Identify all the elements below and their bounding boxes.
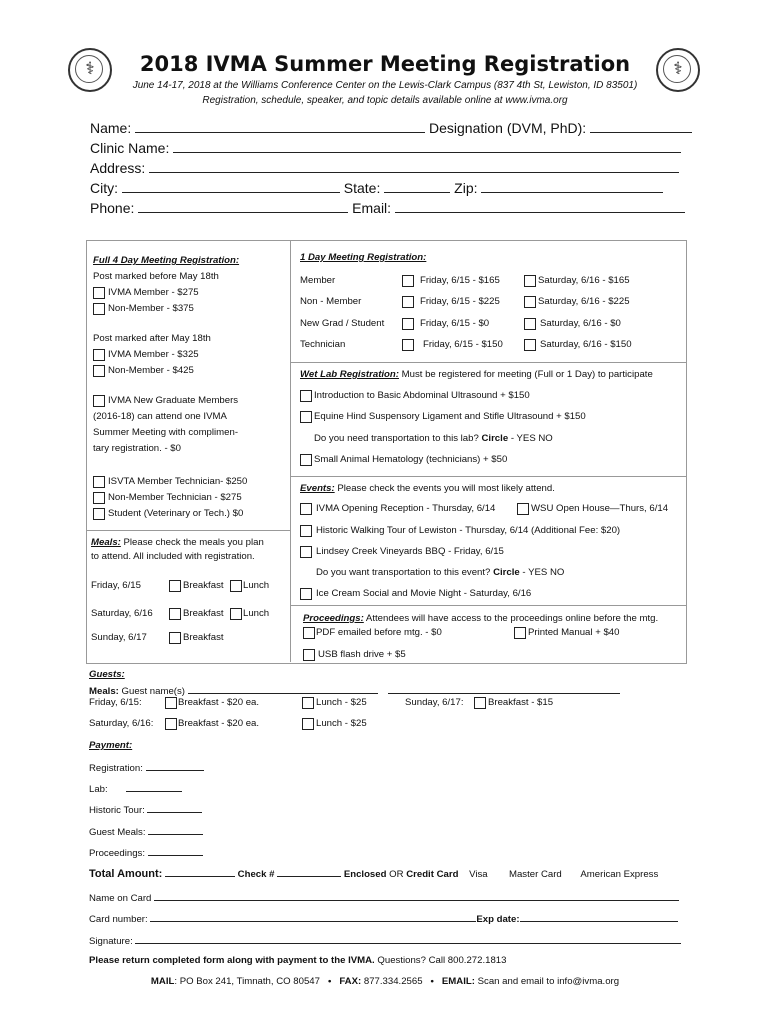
postmark-before-label: Post marked before May 18th [93, 271, 219, 282]
proceedings-heading: Proceedings: Attendees will have access to the proceedings online before the mtg. [303, 613, 659, 624]
bbq-label: Lindsey Creek Vineyards BBQ - Friday, 6/15 [316, 546, 504, 557]
ivma-seal-left-icon: ⚕ [68, 48, 112, 92]
email-field[interactable] [395, 200, 685, 213]
registration-amount-line: Registration: [89, 761, 204, 774]
guest-sat-breakfast-checkbox[interactable] [165, 718, 177, 730]
member-325-checkbox[interactable] [93, 349, 105, 361]
signature-line: Signature: [89, 934, 681, 947]
fri-breakfast-checkbox[interactable] [169, 580, 181, 592]
proceedings-amount-field[interactable] [148, 846, 203, 856]
city-field[interactable] [122, 180, 340, 193]
member-275-checkbox[interactable] [93, 287, 105, 299]
guest-sat-breakfast-label: Breakfast - $20 ea. [178, 718, 260, 729]
guest-saturday-label: Saturday, 6/16: [89, 718, 154, 729]
guest-sat-lunch-checkbox[interactable] [302, 718, 314, 730]
address-line [90, 160, 679, 176]
name-line [90, 120, 692, 136]
opening-reception-label: IVMA Opening Reception - Thursday, 6/14 [316, 503, 496, 514]
nonmember-375-checkbox[interactable] [93, 303, 105, 315]
sat-breakfast-label: Breakfast [183, 608, 224, 619]
phone-label: Phone: [90, 200, 135, 216]
fri-150-checkbox[interactable] [402, 339, 414, 351]
name-label: Name: [90, 120, 132, 136]
name-field[interactable] [135, 120, 425, 133]
zip-field[interactable] [481, 180, 663, 193]
new-grad-label-1: IVMA New Graduate Members [108, 395, 239, 406]
sat-0-label: Saturday, 6/16 - $0 [540, 318, 621, 329]
lab-transport-question: Do you need transportation to this lab? Circle - YES NO [314, 433, 553, 444]
one-day-newgrad-label: New Grad / Student [300, 318, 385, 329]
equine-ultrasound-checkbox[interactable] [300, 411, 312, 423]
fri-0-label: Friday, 6/15 - $0 [420, 318, 490, 329]
ivma-seal-right-icon: ⚕ [656, 48, 700, 92]
fri-225-checkbox[interactable] [402, 296, 414, 308]
designation-label: Designation (DVM, PhD): [429, 120, 587, 136]
sat-breakfast-checkbox[interactable] [169, 608, 181, 620]
printed-manual-label: Printed Manual + $40 [528, 627, 620, 638]
address-label: Address: [90, 160, 146, 176]
tour-amount-field[interactable] [147, 803, 202, 813]
isvta-label: ISVTA Member Technician- $250 [108, 476, 248, 487]
wetlab-divider [290, 362, 686, 363]
meals-divider [86, 530, 291, 531]
clinic-line [90, 140, 681, 156]
card-number-field[interactable] [150, 912, 476, 922]
ice-cream-label: Ice Cream Social and Movie Night - Saturday, 6/16 [316, 588, 532, 599]
new-grad-label-3: Summer Meeting with complimen- [93, 427, 239, 438]
fri-0-checkbox[interactable] [402, 318, 414, 330]
nonmember-tech-checkbox[interactable] [93, 492, 105, 504]
sat-165-checkbox[interactable] [524, 275, 536, 287]
meals-desc-1: Meals: Please check the meals you plan [91, 537, 264, 548]
nonmember-425-label: Non-Member - $425 [108, 365, 194, 376]
sun-breakfast-label: Breakfast [183, 632, 224, 643]
city-line [90, 180, 663, 196]
new-grad-checkbox[interactable] [93, 395, 105, 407]
hematology-label: Small Animal Hematology (technicians) + $50 [314, 454, 508, 465]
sat-lunch-checkbox[interactable] [230, 608, 242, 620]
page-title: 2018 IVMA Summer Meeting Registration [139, 52, 631, 76]
proceedings-divider [290, 605, 686, 606]
guest-meals-line: Meals: Guest name(s) [89, 684, 620, 697]
member-275-label: IVMA Member - $275 [108, 287, 199, 298]
state-field[interactable] [384, 180, 450, 193]
events-divider [290, 476, 686, 477]
wsu-open-house-checkbox[interactable] [517, 503, 529, 515]
guest-sun-breakfast-checkbox[interactable] [474, 697, 486, 709]
meals-friday-label: Friday, 6/15 [91, 580, 141, 591]
new-grad-label-4: tary registration. - $0 [93, 443, 181, 454]
fri-lunch-label: Lunch [243, 580, 270, 591]
fri-225-label: Friday, 6/15 - $225 [420, 296, 500, 307]
bbq-checkbox[interactable] [300, 546, 312, 558]
registration-amount-field[interactable] [146, 761, 204, 771]
fri-lunch-checkbox[interactable] [230, 580, 242, 592]
full-registration-heading: Full 4 Day Meeting Registration: [93, 255, 240, 266]
new-grad-label-2: (2016-18) can attend one IVMA [93, 411, 227, 422]
guest-fri-lunch-checkbox[interactable] [302, 697, 314, 709]
guest-sat-lunch-label: Lunch - $25 [316, 718, 367, 729]
guest-fri-breakfast-label: Breakfast - $20 ea. [178, 697, 260, 708]
return-instructions: Please return completed form along with payment to the IVMA. Questions? Call 800.272.1813 [89, 955, 507, 966]
proceedings-amount-line: Proceedings: [89, 846, 203, 859]
fri-150-label: Friday, 6/15 - $150 [423, 339, 503, 350]
pdf-checkbox[interactable] [303, 627, 315, 639]
event-details: June 14-17, 2018 at the Williams Conference Center on the Lewis-Clark Campus (837 4th St, Lewiston, ID 83501) [132, 80, 638, 91]
clinic-label: Clinic Name: [90, 140, 170, 156]
fri-165-label: Friday, 6/15 - $165 [420, 275, 500, 286]
walking-tour-label: Historic Walking Tour of Lewiston - Thursday, 6/14 (Additional Fee: $20) [316, 525, 621, 536]
member-325-label: IVMA Member - $325 [108, 349, 199, 360]
address-field[interactable] [149, 160, 679, 173]
sat-225-checkbox[interactable] [524, 296, 536, 308]
card-number-line: Card number: Exp date: [89, 912, 678, 925]
isvta-checkbox[interactable] [93, 476, 105, 488]
meals-sunday-label: Sunday, 6/17 [91, 632, 147, 643]
one-day-nonmember-label: Non - Member [300, 296, 362, 307]
name-on-card-line: Name on Card [89, 891, 679, 904]
guest-friday-label: Friday, 6/15: [89, 697, 142, 708]
guest-name-field-1[interactable] [188, 684, 378, 694]
lab-amount-field[interactable] [126, 782, 182, 792]
guest-sunday-label: Sunday, 6/17: [405, 697, 464, 708]
printed-manual-checkbox[interactable] [514, 627, 526, 639]
guests-heading: Guests: [89, 669, 125, 680]
designation-field[interactable] [590, 120, 692, 133]
sun-breakfast-checkbox[interactable] [169, 632, 181, 644]
clinic-field[interactable] [173, 140, 681, 153]
ice-cream-checkbox[interactable] [300, 588, 312, 600]
state-label: State: [343, 180, 381, 196]
exp-date-field[interactable] [520, 912, 678, 922]
one-day-technician-label: Technician [300, 339, 346, 350]
abdominal-ultrasound-label: Introduction to Basic Abdominal Ultrasound + $150 [314, 390, 530, 401]
lab-amount-line: Lab: [89, 782, 182, 795]
student-label: Student (Veterinary or Tech.) $0 [108, 508, 244, 519]
sat-150-label: Saturday, 6/16 - $150 [540, 339, 632, 350]
guest-meals-amount-line: Guest Meals: [89, 825, 203, 838]
wsu-open-house-label: WSU Open House—Thurs, 6/14 [531, 503, 669, 514]
guest-meals-amount-field[interactable] [148, 825, 203, 835]
registration-note: Registration, schedule, speaker, and topic details available online at www.ivma.org [202, 95, 568, 106]
phone-field[interactable] [138, 200, 348, 213]
contact-footer: MAIL: PO Box 241, Timnath, CO 80547 • FAX: 877.334.2565 • EMAIL: Scan and email to info@ivma.org [150, 976, 620, 987]
fri-165-checkbox[interactable] [402, 275, 414, 287]
sat-225-label: Saturday, 6/16 - $225 [538, 296, 630, 307]
nonmember-375-label: Non-Member - $375 [108, 303, 194, 314]
guest-sun-breakfast-label: Breakfast - $15 [488, 697, 554, 708]
guest-name-field-2[interactable] [388, 684, 620, 694]
email-label: Email: [352, 200, 392, 216]
tour-amount-line: Historic Tour: [89, 803, 202, 816]
one-day-heading: 1 Day Meeting Registration: [300, 252, 427, 263]
signature-field[interactable] [135, 934, 681, 944]
sat-165-label: Saturday, 6/16 - $165 [538, 275, 630, 286]
phone-line [90, 200, 685, 216]
hematology-checkbox[interactable] [300, 454, 312, 466]
events-heading: Events: Please check the events you will most likely attend. [300, 483, 555, 494]
sat-150-checkbox[interactable] [524, 339, 536, 351]
guest-fri-breakfast-checkbox[interactable] [165, 697, 177, 709]
total-line: Total Amount: Check # Enclosed OR Credit Card Visa Master Card American Express [89, 868, 659, 880]
usb-checkbox[interactable] [303, 649, 315, 661]
postmark-after-label: Post marked after May 18th [93, 333, 211, 344]
check-number-field[interactable] [277, 867, 341, 877]
zip-label: Zip: [454, 180, 478, 196]
walking-tour-checkbox[interactable] [300, 525, 312, 537]
one-day-member-label: Member [300, 275, 336, 286]
total-amount-field[interactable] [165, 867, 235, 877]
sat-0-checkbox[interactable] [524, 318, 536, 330]
student-checkbox[interactable] [93, 508, 105, 520]
sat-lunch-label: Lunch [243, 608, 270, 619]
meals-desc-2: to attend. All included with registration. [91, 551, 255, 562]
city-label: City: [90, 180, 118, 196]
nonmember-425-checkbox[interactable] [93, 365, 105, 377]
opening-reception-checkbox[interactable] [300, 503, 312, 515]
column-divider [290, 240, 291, 662]
event-transport-question: Do you want transportation to this event? Circle - YES NO [316, 567, 565, 578]
name-on-card-field[interactable] [154, 891, 679, 901]
wetlab-heading: Wet Lab Registration: Must be registered for meeting (Full or 1 Day) to participate [300, 369, 653, 380]
pdf-label: PDF emailed before mtg. - $0 [316, 627, 442, 638]
usb-label: USB flash drive + $5 [318, 649, 406, 660]
meals-saturday-label: Saturday, 6/16 [91, 608, 153, 619]
fri-breakfast-label: Breakfast [183, 580, 224, 591]
equine-ultrasound-label: Equine Hind Suspensory Ligament and Stifle Ultrasound + $150 [314, 411, 586, 422]
payment-heading: Payment: [89, 740, 133, 751]
nonmember-tech-label: Non-Member Technician - $275 [108, 492, 242, 503]
guest-fri-lunch-label: Lunch - $25 [316, 697, 367, 708]
abdominal-ultrasound-checkbox[interactable] [300, 390, 312, 402]
